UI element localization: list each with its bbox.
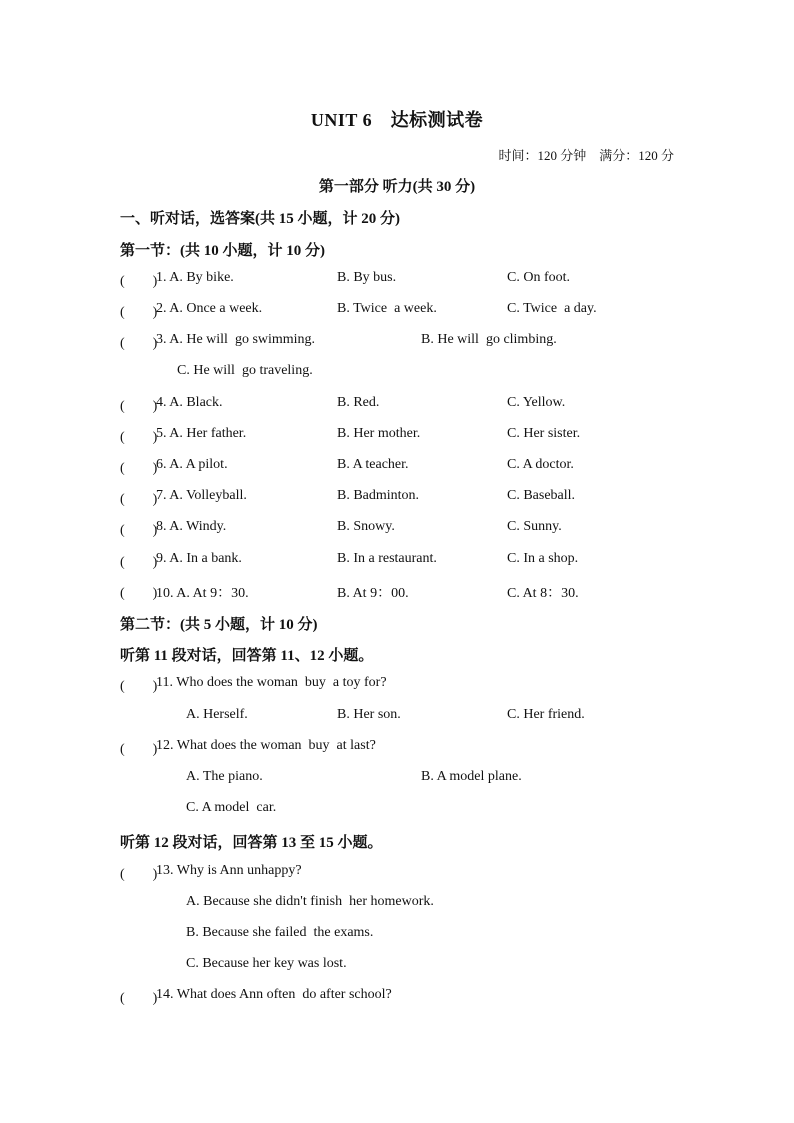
question-row [0,738,794,760]
time-info: 时间：120 分钟 满分：120 分 [498,148,674,163]
question-option-a: 1. A. By bike. [156,270,234,285]
answer-blank[interactable]: ( ) [120,679,158,694]
question-option-c: C. A model car. [186,800,277,815]
question-option-c: C. On foot. [507,270,570,285]
question-option-b: B. Twice a week. [337,301,437,316]
question-row [0,426,794,448]
answer-blank[interactable]: ( ) [120,336,158,351]
subsection-heading-2: 第二节：(共 5 小题，计 10 分) [120,617,318,633]
question-row [0,675,794,697]
question-options [0,894,794,916]
question-stem: 11. Who does the woman buy a toy for? [156,675,387,690]
question-option-a: 3. A. He will go swimming. [156,332,316,347]
question-options [0,800,794,822]
answer-blank[interactable]: ( ) [120,461,158,476]
answer-blank[interactable]: ( ) [120,492,158,507]
question-option-a: 4. A. Black. [156,395,223,410]
answer-blank[interactable]: ( ) [120,399,158,414]
question-option-a: 10. A. At 9：30. [156,586,249,601]
question-option-a: 7. A. Volleyball. [156,488,247,503]
question-options [0,769,794,791]
question-option-c: C. Because her key was lost. [186,956,347,971]
question-option-c: C. He will go traveling. [177,363,313,378]
question-option-b: B. In a restaurant. [337,551,437,566]
question-option-b: B. At 9：00. [337,586,409,601]
question-option-a: A. Herself. [186,707,248,722]
question-row [0,332,794,354]
question-row [0,270,794,292]
question-row [0,488,794,510]
question-row [0,395,794,417]
section-heading: 一、听对话，选答案(共 15 小题，计 20 分) [120,211,400,227]
question-row [0,519,794,541]
question-option-b: B. Snowy. [337,519,395,534]
question-option-c: C. Her sister. [507,426,581,441]
answer-blank[interactable]: ( ) [120,274,158,289]
question-option-b: B. Because she failed the exams. [186,925,374,940]
subsection-heading-1: 第一节：(共 10 小题，计 10 分) [120,243,325,259]
question-row [0,863,794,885]
answer-blank[interactable]: ( ) [120,523,158,538]
question-option-b: B. Her son. [337,707,401,722]
answer-blank[interactable]: ( ) [120,305,158,320]
question-stem: 12. What does the woman buy at last? [156,738,376,753]
dialog-heading-12: 听第 12 段对话，回答第 13 至 15 小题。 [120,835,383,851]
dialog-heading-11: 听第 11 段对话，回答第 11、12 小题。 [120,648,374,664]
question-option-c: C. In a shop. [507,551,579,566]
question-option-a: 8. A. Windy. [156,519,227,534]
question-option-c: C. Baseball. [507,488,576,503]
question-option-c: C. Twice a day. [507,301,597,316]
answer-blank[interactable]: ( ) [120,555,158,570]
question-option-b: B. Red. [337,395,380,410]
question-row [0,987,794,1009]
question-option-a: 2. A. Once a week. [156,301,263,316]
answer-blank[interactable]: ( ) [120,867,158,882]
question-option-c: C. At 8：30. [507,586,579,601]
question-row [0,457,794,479]
question-option-a: 6. A. A pilot. [156,457,228,472]
question-options [0,925,794,947]
answer-blank[interactable]: ( ) [120,742,158,757]
question-stem: 13. Why is Ann unhappy? [156,863,302,878]
answer-blank[interactable]: ( ) [120,430,158,445]
question-option-b: B. Her mother. [337,426,421,441]
question-stem: 14. What does Ann often do after school? [156,987,392,1002]
question-option-b: B. Badminton. [337,488,420,503]
question-option-a: A. Because she didn't finish her homework. [186,894,434,909]
question-row [0,301,794,323]
question-option-c: C. Her friend. [507,707,585,722]
question-option-c: C. A doctor. [507,457,574,472]
question-option-b: B. He will go climbing. [421,332,557,347]
question-options [0,707,794,729]
question-option-c: C. Yellow. [507,395,566,410]
question-row [0,582,794,604]
part-heading: 第一部分 听力(共 30 分) [318,179,476,195]
question-option-b: B. By bus. [337,270,397,285]
question-options [0,956,794,978]
question-option-a: 5. A. Her father. [156,426,247,441]
question-option-a: A. The piano. [186,769,263,784]
answer-blank[interactable]: ( ) [120,586,158,601]
question-option-b: B. A teacher. [337,457,409,472]
question-option-b: B. A model plane. [421,769,522,784]
question-option-a: 9. A. In a bank. [156,551,242,566]
question-row [0,551,794,573]
question-option-c: C. Sunny. [507,519,562,534]
question-row-continued [0,363,794,385]
page-title: UNIT 6 达标测试卷 [310,110,484,130]
answer-blank[interactable]: ( ) [120,991,158,1006]
